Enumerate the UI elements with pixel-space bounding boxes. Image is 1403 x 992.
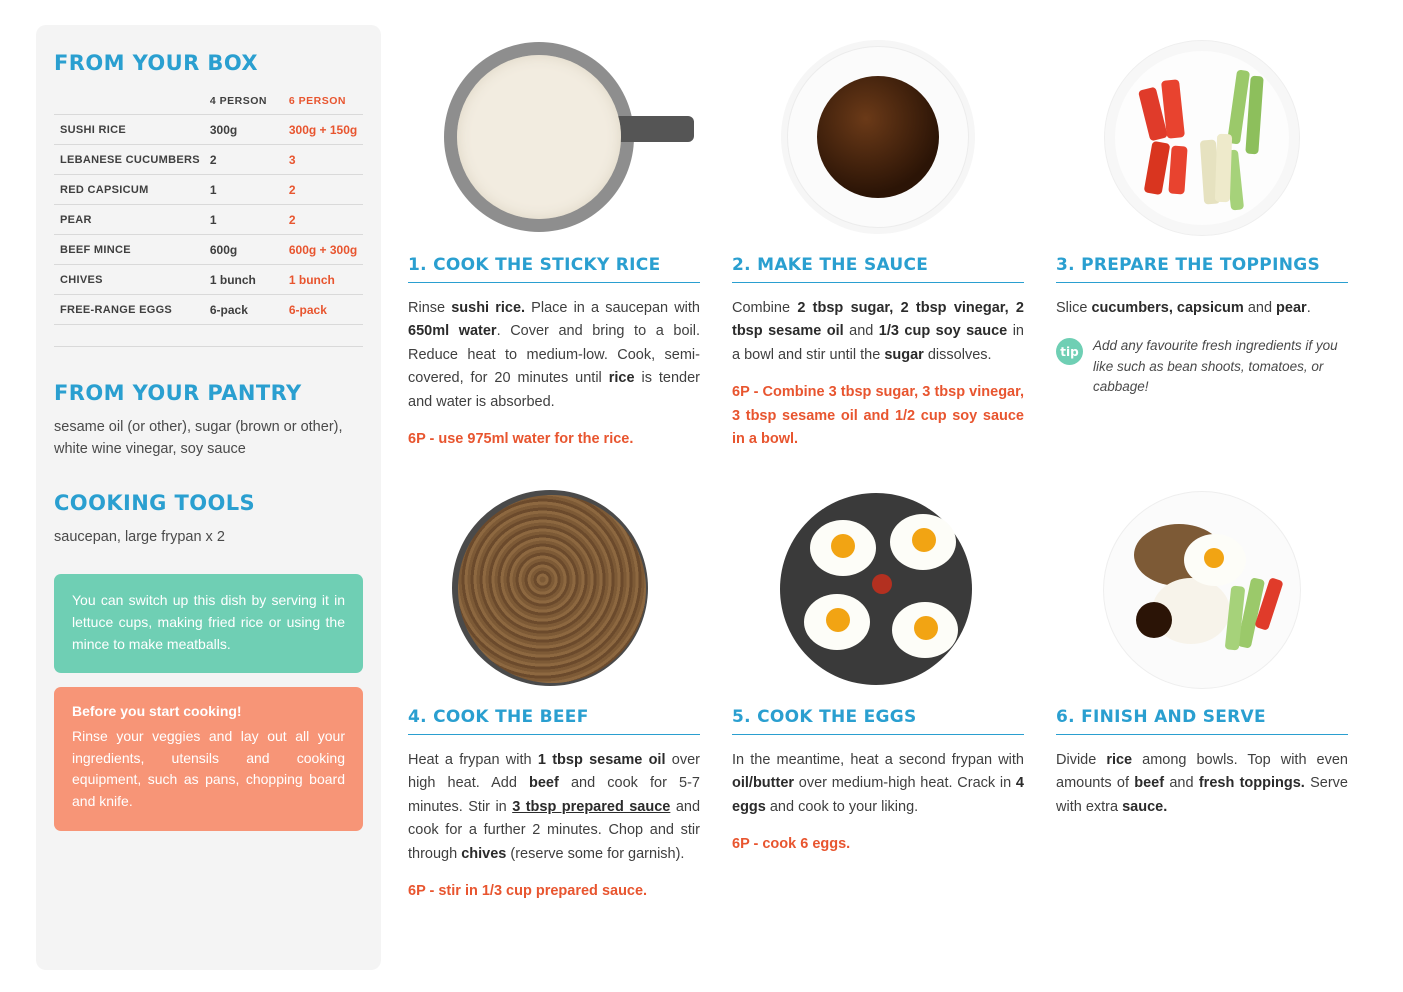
- column-header-ingredient: [54, 87, 204, 115]
- table-row: [54, 115, 363, 145]
- ingredient-qty-6: 6-pack: [283, 295, 363, 325]
- ingredient-qty-4: 1 bunch: [204, 265, 283, 295]
- capsicum-slice: [1168, 146, 1187, 195]
- ingredients-table: [54, 87, 363, 347]
- step-1-six-person-note: 6P - use 975ml water for the rice.: [408, 431, 634, 448]
- step-5-six-person-note: 6P - cook 6 eggs.: [732, 836, 851, 853]
- ingredient-qty-6: 2: [283, 175, 363, 205]
- plate-shape: [1104, 40, 1300, 236]
- pantry-text: sesame oil (or other), sugar (brown or other), white wine vinegar, soy sauce: [54, 419, 343, 457]
- egg-yolk: [1204, 548, 1224, 568]
- ingredient-name: BEEF MINCE: [54, 235, 204, 265]
- tip-badge-icon: tip: [1056, 338, 1083, 365]
- before-you-start-text: Rinse your veggies and lay out all your ingredients, utensils and cooking equipment, such as pans, chopping board and knife.: [72, 728, 345, 810]
- step-5-photo-fried-eggs: [732, 482, 1024, 697]
- step-4: [408, 482, 700, 904]
- before-you-start-note: [54, 687, 363, 830]
- swap-suggestion-note: You can switch up this dish by serving it in lettuce cups, making fried rice or using the mince to make meatballs.: [54, 574, 363, 673]
- egg-yolk: [831, 534, 855, 558]
- step-1-body: Rinse sushi rice. Place in a saucepan with 650ml water. Cover and bring to a boil. Reduce heat to medium-low. Cook, semi-covered, for 20 minutes until rice is tender and water is absorbed.: [408, 300, 700, 410]
- empty-cell: [54, 325, 204, 347]
- step-3-photo-sliced-toppings: [1056, 30, 1348, 245]
- table-row: [54, 145, 363, 175]
- step-5-title: 5. COOK THE EGGS: [732, 707, 1024, 735]
- sauce-ramekin: [1136, 602, 1172, 638]
- step-2-title: 2. MAKE THE SAUCE: [732, 255, 1024, 283]
- pear-slice: [1215, 134, 1232, 202]
- rice-shape: [457, 55, 621, 219]
- step-4-photo-cooked-beef: [408, 482, 700, 697]
- ingredient-qty-4: 600g: [204, 235, 283, 265]
- table-row: [54, 265, 363, 295]
- step-1-photo-cooked-rice: [408, 30, 700, 245]
- sauce-shape: [817, 76, 939, 198]
- cooking-tools-title: COOKING TOOLS: [54, 490, 256, 515]
- step-4-six-person-note: 6P - stir in 1/3 cup prepared sauce.: [408, 883, 648, 900]
- step-2-photo-sauce-bowl: [732, 30, 1024, 245]
- step-6-title: 6. FINISH AND SERVE: [1056, 707, 1348, 735]
- step-3: [1056, 30, 1348, 452]
- step-1: [408, 30, 700, 452]
- ingredient-name: PEAR: [54, 205, 204, 235]
- egg-yolk: [914, 616, 938, 640]
- ingredient-qty-6: 300g + 150g: [283, 115, 363, 145]
- column-header-4-person: 4 PERSON: [204, 87, 283, 115]
- step-4-body: Heat a frypan with 1 tbsp sesame oil over high heat. Add beef and cook for 5-7 minutes. Stir in 3 tbsp prepared sauce and cook for a further 2 minutes. Chop and stir through chives (reserve some for garnish).: [408, 751, 701, 862]
- ingredient-qty-4: 1: [204, 175, 283, 205]
- table-row: [54, 205, 363, 235]
- table-header: [54, 87, 363, 115]
- ingredient-name: FREE-RANGE EGGS: [54, 295, 204, 325]
- ingredient-qty-6: 3: [283, 145, 363, 175]
- ingredient-qty-4: 6-pack: [204, 295, 283, 325]
- table-header-row: [54, 87, 363, 115]
- table-row: [54, 235, 363, 265]
- ingredient-name: LEBANESE CUCUMBERS: [54, 145, 204, 175]
- ingredient-qty-6: 600g + 300g: [283, 235, 363, 265]
- ingredient-name: SUSHI RICE: [54, 115, 204, 145]
- step-6: [1056, 482, 1348, 904]
- step-6-body: Divide rice among bowls. Top with even amounts of beef and fresh toppings. Serve with extra sauce.: [1056, 751, 1348, 815]
- ingredient-qty-6: 1 bunch: [283, 265, 363, 295]
- step-2-six-person-note: 6P - Combine 3 tbsp sugar, 3 tbsp vinegar, 3 tbsp sesame oil and 1/2 cup soy sauce in a bowl.: [732, 384, 1024, 447]
- step-2-body: Combine 2 tbsp sugar, 2 tbsp vinegar, 2 tbsp sesame oil and 1/3 cup soy sauce in a bowl and stir until the sugar dissolves.: [732, 300, 1024, 363]
- ingredient-qty-4: 1: [204, 205, 283, 235]
- empty-cell: [204, 325, 283, 347]
- ingredient-name: CHIVES: [54, 265, 204, 295]
- step-2: [732, 30, 1024, 452]
- step-1-title: 1. COOK THE STICKY RICE: [408, 255, 700, 283]
- step-6-photo-finished-bowl: [1056, 482, 1348, 697]
- table-row-empty: [54, 325, 363, 347]
- step-5-body: In the meantime, heat a second frypan with oil/butter over medium-high heat. Crack in 4 eggs and cook to your liking.: [732, 751, 1024, 815]
- table-body: [54, 115, 363, 347]
- before-you-start-title: Before you start cooking!: [72, 703, 242, 720]
- egg-yolk: [826, 608, 850, 632]
- step-5: [732, 482, 1024, 904]
- from-your-box-title: FROM YOUR BOX: [54, 51, 258, 75]
- steps-grid: [408, 30, 1368, 903]
- ingredient-qty-4: 300g: [204, 115, 283, 145]
- egg-yolk: [912, 528, 936, 552]
- ingredient-name: RED CAPSICUM: [54, 175, 204, 205]
- pan-center-dot: [872, 574, 892, 594]
- sidebar: [36, 25, 381, 970]
- table-row: [54, 295, 363, 325]
- ingredient-qty-6: 2: [283, 205, 363, 235]
- step-3-tip-text: Add any favourite fresh ingredients if you like such as bean shoots, tomatoes, or cabbage!: [1093, 338, 1338, 394]
- step-4-title: 4. COOK THE BEEF: [408, 707, 700, 735]
- table-row: [54, 175, 363, 205]
- beef-mince-shape: [458, 495, 646, 683]
- ingredient-qty-4: 2: [204, 145, 283, 175]
- step-3-tip: [1056, 336, 1348, 397]
- step-3-body: Slice cucumbers, capsicum and pear.: [1056, 300, 1311, 316]
- from-your-pantry-title: FROM YOUR PANTRY: [54, 381, 302, 405]
- column-header-6-person: 6 PERSON: [283, 87, 363, 115]
- cooking-tools-text: saucepan, large frypan x 2: [54, 528, 225, 545]
- step-3-title: 3. PREPARE THE TOPPINGS: [1056, 255, 1348, 283]
- empty-cell: [283, 325, 363, 347]
